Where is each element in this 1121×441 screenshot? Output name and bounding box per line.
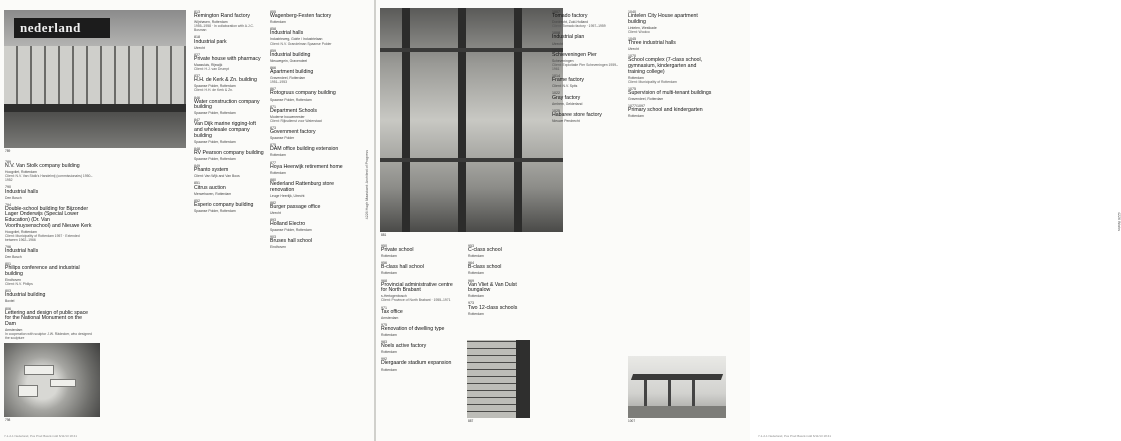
text-column-d: [628, 10, 714, 121]
catalogue-entry: [5, 289, 93, 303]
entry-number: 867: [270, 87, 276, 92]
entry-number: 877: [270, 160, 276, 165]
entry-title: Department Schools: [270, 107, 317, 114]
photo-caption: 798: [5, 418, 11, 422]
entry-title: Diergaarde stadium expansion: [381, 360, 452, 367]
entry-location: Utrecht: [628, 47, 639, 52]
entry-location: Amsterdam: [5, 327, 23, 332]
entry-number: 1070: [628, 54, 636, 59]
entry-location: s-Hertogenbosch: [381, 294, 407, 299]
entry-title: Phanto system: [194, 167, 229, 174]
entry-location: Eindhoven: [5, 278, 22, 283]
catalogue-entry: [5, 307, 93, 341]
entry-location: Rotterdam: [628, 75, 644, 80]
entry-number: 794: [5, 202, 11, 207]
entry-title: Hoya Heerwijk retirement home: [270, 163, 343, 170]
entry-details: Client: Tomado factory · 1957–1959: [552, 24, 606, 29]
entry-number: 866: [270, 65, 276, 70]
photo-caption: 789: [5, 149, 11, 153]
catalogue-entry: [194, 199, 264, 213]
entry-details: 1955–1958 · In collaboration with A.J.C. Bosman: [194, 24, 254, 33]
catalogue-entry: [270, 87, 358, 101]
entry-number: 813: [194, 10, 200, 14]
catalogue-entry: [5, 203, 93, 242]
entry-title: Industrial halls: [5, 188, 39, 195]
entry-details: 1951–1953: [270, 80, 287, 85]
entry-number: 950: [381, 244, 387, 248]
pier: [692, 380, 695, 406]
entry-location: Amsterdam: [381, 315, 399, 320]
catalogue-entry: [194, 10, 264, 32]
entry-location: Client: Van Wijk and Van Boos: [194, 174, 240, 179]
catalogue-entry: [5, 245, 93, 259]
entry-number: 971: [381, 305, 387, 310]
catalogue-entry: [381, 357, 459, 371]
entry-location: Utrecht: [552, 41, 563, 46]
catalogue-entry: [270, 10, 358, 24]
entry-number: 859: [270, 48, 276, 53]
catalogue-entry: [381, 279, 459, 303]
entry-title: Rotogruus company building: [270, 90, 336, 97]
entry-details: Client: Exploitatie Pier Scheveningen 1959–1961: [552, 62, 618, 72]
entry-title: Habaree store factory: [552, 111, 602, 118]
entry-location: Rotterdam: [468, 311, 484, 316]
catalogue-entry: [5, 160, 93, 182]
entry-title: Industrial halls: [270, 30, 304, 37]
catalogue-entry: [468, 261, 538, 275]
entry-number: 880: [270, 177, 276, 182]
entry-location: Rotterdam: [270, 20, 286, 25]
text-column-a: [381, 244, 459, 375]
entry-number: 818: [194, 35, 200, 40]
catalogue-entry: [270, 161, 358, 175]
photo-caption: 887: [468, 419, 474, 423]
entry-title: Lintelen City House apartment building: [628, 13, 698, 25]
text-column-b: [468, 244, 538, 319]
folio-left: 7-1-2-1 Nederland, Pos Prod Bwerk.indd 6/11/13 18:41: [4, 434, 77, 438]
entry-title: Three industrial halls: [628, 40, 676, 47]
entry-location: Utrecht: [194, 45, 205, 50]
entry-number: 1007: [552, 10, 560, 14]
entry-location: Rotterdam: [628, 114, 644, 119]
photo-aerial: [4, 343, 100, 417]
entry-location: Arnhem, Gelderland: [552, 101, 583, 106]
entry-title: Remington Rand factory: [194, 13, 250, 20]
catalogue-entry: [552, 49, 622, 71]
text-column-a: [5, 160, 93, 343]
entry-number: 848: [194, 146, 200, 151]
entry-number: 858: [270, 27, 276, 32]
entry-title: Industrial park: [194, 38, 227, 45]
catalogue-entry: [468, 301, 538, 315]
entry-location: Spaanse Polder, Rotterdam: [270, 228, 312, 233]
entry-title: Private school: [381, 247, 414, 254]
catalogue-entry: [552, 74, 622, 88]
entry-location: Rotterdam: [381, 333, 397, 337]
entry-location: Lintelen, Westkade: [628, 25, 657, 30]
entry-number: 846: [194, 95, 200, 100]
entry-title: Holland Electro: [270, 221, 306, 228]
catalogue-entry: [628, 37, 714, 51]
entry-number: 796: [5, 245, 11, 249]
entry-number: 803: [5, 289, 11, 294]
entry-location: Den Bosch: [5, 255, 22, 260]
photo-caption: 881: [381, 233, 387, 237]
entry-title: RV Pearson company building: [194, 149, 264, 156]
entry-location: Rotterdam: [381, 254, 397, 259]
entry-title: Bruses hall school: [270, 238, 313, 245]
text-column-b: [194, 10, 264, 216]
catalogue-entry: [270, 143, 358, 157]
entry-location: Spaanse Polder, Rotterdam: [194, 157, 236, 162]
entry-number: 973: [468, 301, 474, 306]
entry-title: Industrial building: [270, 51, 311, 58]
text-column-c: [270, 10, 358, 253]
entry-number: 1014: [552, 74, 560, 79]
catalogue-entry: [194, 118, 264, 143]
entry-number: 827: [194, 52, 200, 57]
entry-number: 871: [270, 104, 276, 109]
entry-number: 903: [270, 235, 276, 240]
running-head-right: 4226 Works: [1117, 212, 1121, 232]
entry-number: 873: [270, 125, 276, 130]
entry-location: Merwehaven, Rotterdam: [194, 191, 232, 196]
entry-title: Double-school building for Bijzonder Lager Onderwijs (Special Lower Education) (Dr. Van Voorthuysenschool) and Nieuwe Kerk: [5, 205, 92, 229]
entry-location: Eindhoven: [270, 245, 287, 250]
entry-location: Spaanse Polder: [270, 136, 295, 141]
catalogue-entry: [628, 104, 714, 118]
entry-number: 992: [381, 357, 387, 362]
entry-details: Client: Rijksdienst voor Waterstaat: [270, 118, 322, 123]
entry-location: Dordrecht, Zuid-Holland: [552, 20, 588, 25]
catalogue-entry: [381, 323, 459, 337]
entry-title: Supervision of multi-tenant buildings: [628, 89, 712, 96]
entry-title: C-class school: [468, 247, 502, 254]
entry-location: Rotterdam: [270, 170, 286, 175]
entry-location: Rotterdam: [270, 153, 286, 158]
catalogue-entry: [194, 147, 264, 161]
entry-location: Rotterdam: [468, 294, 484, 299]
entry-title: Van Dijk marine rigging-loft and wholesale company building: [194, 121, 256, 139]
left-page: [0, 0, 374, 441]
entry-title: Philips conference and industrial building: [5, 265, 80, 277]
building-block: [18, 385, 38, 397]
entry-title: Schieveningen Pier: [552, 51, 597, 58]
entry-location: Maassluis, Rijswijk: [194, 62, 223, 67]
catalogue-entry: [270, 126, 358, 140]
running-head-left: 4226 Hugh Maaskant: Architect of Progress: [365, 150, 369, 220]
entry-location: Client: N.V. Spits: [552, 84, 578, 89]
entry-title: Lettering and design of public space for the National Monument on the Dam: [5, 309, 89, 327]
entry-location: Gravendeel, Rotterdam: [628, 97, 664, 101]
nederland-sign: nederland: [14, 18, 110, 38]
entry-location: Rotterdam: [381, 367, 397, 372]
street: [4, 112, 186, 148]
entry-location: Nieuwe Pendrecht: [552, 118, 580, 123]
catalogue-entry: [5, 185, 93, 199]
entry-title: Citrus auction: [194, 184, 226, 191]
building-block: [50, 379, 76, 387]
entry-number: 847: [194, 118, 200, 123]
entry-title: Industrial halls: [5, 248, 39, 255]
column: [402, 8, 410, 232]
entry-details: Client: N.V. Philips: [5, 282, 33, 287]
pier: [644, 380, 647, 406]
entry-title: Industrial plan: [552, 34, 585, 41]
entry-title: Burger passage office: [270, 203, 321, 210]
column: [458, 8, 466, 232]
entry-location: Spaanse Polder, Rotterdam: [270, 97, 312, 102]
entry-title: Renovation of dwelling type: [381, 325, 445, 332]
catalogue-entry: [381, 244, 459, 258]
entry-location: Rotterdam: [468, 271, 484, 276]
ground: [628, 406, 726, 418]
column: [514, 8, 522, 232]
entry-title: Tomado factory: [552, 13, 588, 20]
catalogue-entry: [552, 109, 622, 123]
entry-location: Industrieweg, Goirle / Industrielaan: [270, 37, 323, 42]
catalogue-entry: [381, 340, 459, 354]
entry-number: 882: [270, 200, 276, 205]
entry-location: Hoogvliet, Rotterdam: [5, 229, 37, 234]
entry-title: Gray factory: [552, 94, 581, 101]
entry-number: 875: [270, 143, 276, 148]
entry-number: 852: [194, 198, 200, 203]
entry-number: 790: [5, 185, 11, 190]
entry-title: Industrial building: [5, 292, 46, 299]
entry-title: DAM office building extension: [270, 146, 339, 153]
catalogue-entry: [628, 87, 714, 101]
catalogue-entry: [381, 306, 459, 320]
photo-interior: [380, 8, 563, 232]
entry-details: Client: N.V. Grandelman Spaanse Polder: [270, 41, 332, 46]
entry-location: Utrecht: [270, 210, 281, 215]
text-column-c: [552, 10, 622, 126]
entry-details: Client: Municipality of Rotterdam 1957 · Extended between 1962–1966: [5, 233, 80, 242]
catalogue-entry: [194, 164, 264, 178]
entry-location: Boxtel: [5, 299, 15, 304]
entry-location: Spaanse Polder, Rotterdam: [194, 139, 236, 144]
entry-title: B-class school: [468, 264, 502, 271]
entry-location: Gravendeel, Rotterdam: [270, 76, 306, 81]
entry-location: Spaanse Polder, Rotterdam: [194, 111, 236, 116]
facade-side: [516, 340, 530, 418]
entry-title: Noels active factory: [381, 343, 427, 350]
entry-details: Client: N.V. Van Stolk's Handelmij (commissionairs) 1950–1952: [5, 174, 93, 183]
entry-location: Scheveningen: [552, 58, 574, 63]
entry-number: 1025: [552, 108, 560, 113]
entry-number: 964: [468, 261, 474, 266]
entry-title: N.V. Van Stolk company building: [5, 163, 80, 170]
entry-number: 975: [381, 322, 387, 327]
entry-number: 953: [468, 244, 474, 248]
catalogue-entry: [270, 178, 358, 198]
catalogue-entry: [552, 10, 622, 28]
catalogue-entry: [628, 10, 714, 34]
entry-number: 893: [270, 217, 276, 222]
building-facade: [4, 46, 186, 108]
beam: [380, 48, 563, 52]
entry-location: Hoogvliet, Rotterdam: [5, 170, 37, 175]
entry-number: 956: [381, 261, 387, 266]
pier: [668, 380, 671, 406]
entry-number: 1045: [628, 36, 636, 41]
catalogue-entry: [194, 53, 264, 71]
catalogue-entry: [194, 181, 264, 195]
entry-title: Primary school and kindergarten: [628, 107, 703, 114]
entry-details: In cooperation with sculptor J.W. Rädecker, who designed the sculpture: [5, 332, 92, 341]
entry-title: Frame factory: [552, 77, 584, 84]
entry-location: Den Bosch: [5, 195, 22, 200]
catalogue-entry: [5, 262, 93, 286]
entry-number: 1008: [552, 31, 560, 36]
catalogue-entry: [194, 96, 264, 116]
building-canopy: [4, 104, 186, 112]
entry-number: 1077/1097: [628, 104, 645, 109]
entry-location: Spaanse Polder, Rotterdam: [194, 84, 236, 89]
entry-location: Wijnhaven, Rotterdam: [194, 20, 228, 25]
catalogue-entry: [552, 31, 622, 45]
entry-number: 801: [5, 262, 11, 267]
entry-title: H.H. de Kerk & Zn. building: [194, 77, 257, 84]
entry-title: Van Vliet & Van Dulst bungalow: [468, 281, 517, 294]
entry-location: Nieuwegein, Gravendeel: [270, 58, 308, 63]
entry-title: B-class hall school: [381, 264, 424, 271]
entry-title: Government factory: [270, 129, 316, 136]
entry-number: 851: [194, 181, 200, 186]
entry-details: Client: Municipality of Rotterdam: [628, 79, 677, 84]
entry-title: Esperio company building: [194, 201, 254, 208]
entry-number: 1075: [628, 86, 636, 91]
entry-number: 806: [5, 306, 11, 311]
entry-number: 1022: [552, 91, 560, 96]
building-block: [24, 365, 54, 375]
folio-right: 7-1-2-1 Nederland, Pos Prod Bwerk.indd 6/11/13 18:41: [758, 434, 831, 438]
entry-number: 1040: [628, 10, 636, 14]
entry-title: Tax office: [381, 308, 403, 315]
entry-location: Rotterdam: [381, 350, 397, 355]
entry-title: Provincial administrative centre for North Brabant: [381, 281, 453, 294]
entry-title: Nederland Rattenburg store renovation: [270, 180, 335, 193]
catalogue-entry: [628, 54, 714, 84]
entry-number: 969: [468, 278, 474, 283]
catalogue-entry: [381, 261, 459, 275]
entry-title: Water construction company building: [194, 98, 260, 111]
entry-number: 968: [381, 278, 387, 283]
entry-location: Spaanse Polder, Rotterdam: [194, 208, 236, 213]
entry-details: Client: H.H. de Kerk & Zn.: [194, 88, 234, 93]
entry-location: Leuge Heerlijk, Utrecht: [270, 193, 305, 198]
photo-facade: [467, 340, 530, 418]
entry-details: Client: H.J. van Drumpt: [194, 67, 230, 72]
catalogue-entry: [552, 91, 622, 105]
entry-details: Client: Province of North Brabant · 1955–1971: [381, 298, 451, 303]
entry-number: 983: [381, 340, 387, 345]
catalogue-entry: [270, 66, 358, 84]
catalogue-entry: [270, 201, 358, 215]
photo-nederland-building: [4, 10, 186, 148]
entry-location: Rotterdam: [381, 271, 397, 276]
catalogue-entry: [194, 74, 264, 92]
right-page: [376, 0, 1121, 441]
entry-details: Client: Woolco: [628, 29, 650, 34]
catalogue-entry: [468, 279, 538, 299]
entry-number: 855: [270, 10, 276, 14]
photo-structure: [628, 356, 726, 418]
entry-title: School complex (7-class school, gymnasium, kindergarten and training college): [628, 57, 703, 75]
entry-title: Wagenberg-Festen factory: [270, 13, 332, 20]
entry-location: Moderne bouwmeester: [270, 114, 305, 119]
catalogue-entry: [270, 218, 358, 232]
beam: [380, 158, 563, 162]
entry-title: Two 12-class schools: [468, 304, 518, 311]
entry-number: 789: [5, 160, 11, 164]
entry-title: Apartment building: [270, 69, 314, 76]
catalogue-entry: [270, 49, 358, 63]
catalogue-entry: [468, 244, 538, 258]
entry-number: 1010: [552, 48, 560, 53]
entry-number: 849: [194, 164, 200, 169]
catalogue-entry: [194, 35, 264, 49]
catalogue-entry: [270, 105, 358, 123]
entry-location: Rotterdam: [468, 254, 484, 259]
catalogue-entry: [270, 27, 358, 45]
catalogue-entry: [270, 235, 358, 249]
photo-caption: 1007: [628, 419, 636, 423]
entry-title: Private house with pharmacy: [194, 55, 261, 62]
entry-number: 837: [194, 74, 200, 79]
